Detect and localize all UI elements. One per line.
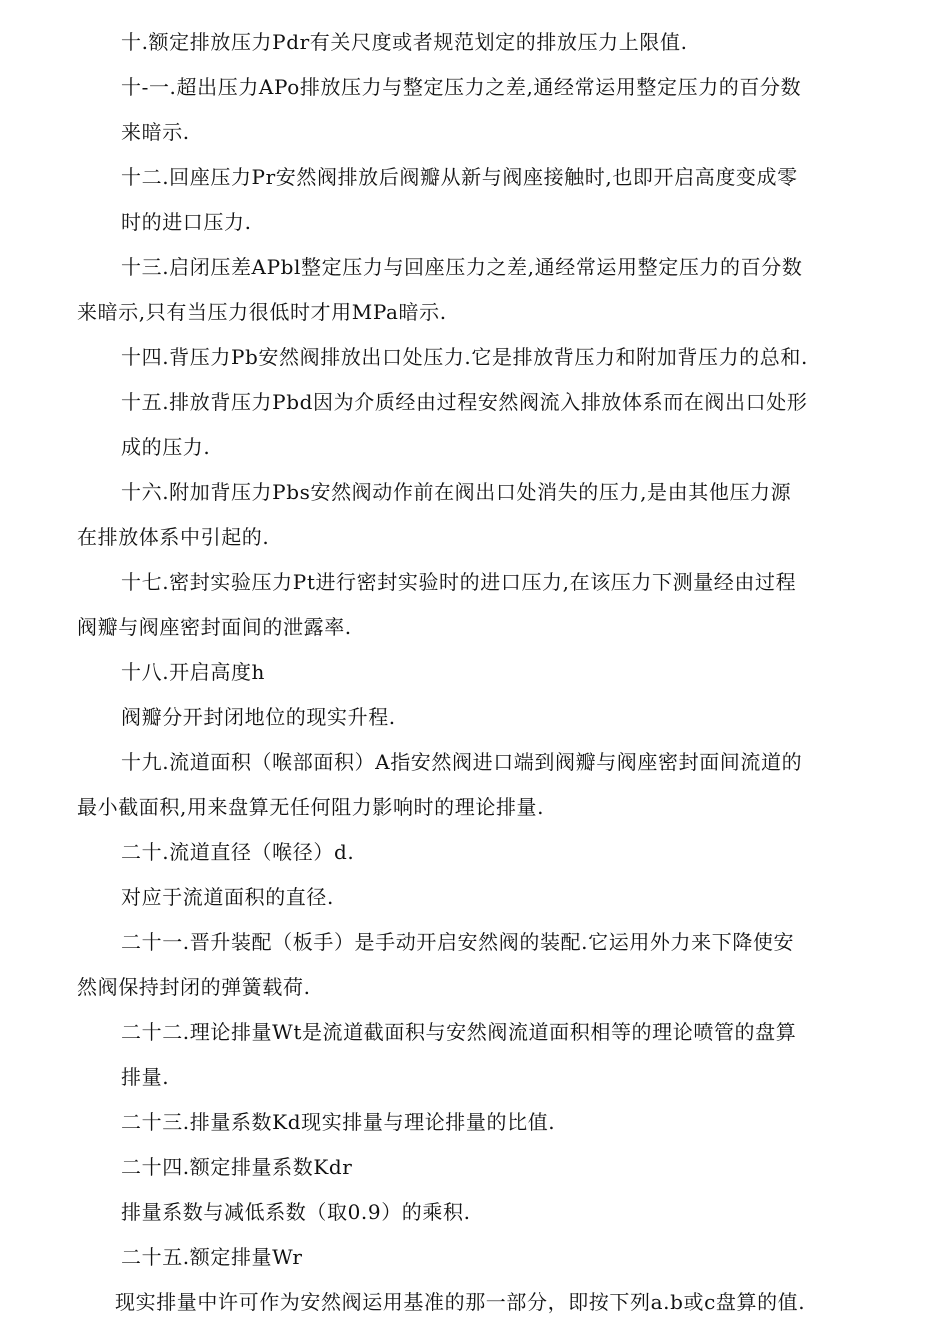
text-line: 阀瓣分开封闭地位的现实升程. [121, 705, 396, 729]
text-line: 现实排量中许可作为安然阀运用基准的那一部分，即按下列a.b或c盘算的值. [115, 1290, 806, 1314]
text-line: 二十三.排量系数Kd现实排量与理论排量的比值. [121, 1110, 556, 1134]
text-line: 阀瓣与阀座密封面间的泄露率. [77, 615, 352, 639]
text-line: 十七.密封实验压力Pt进行密封实验时的进口压力,在该压力下测量经由过程 [121, 570, 797, 594]
text-line: 排量系数与减低系数（取0.9）的乘积. [121, 1200, 471, 1224]
text-line: 二十.流道直径（喉径）d. [121, 840, 355, 864]
text-line: 二十二.理论排量Wt是流道截面积与安然阀流道面积相等的理论喷管的盘算 [121, 1020, 797, 1044]
text-line: 十二.回座压力Pr安然阀排放后阀瓣从新与阀座接触时,也即开启高度变成零 [121, 165, 798, 189]
text-line: 最小截面积,用来盘算无任何阻力影响时的理论排量. [77, 795, 545, 819]
text-line: 二十一.晋升装配（板手）是手动开启安然阀的装配.它运用外力来下降使安 [121, 930, 795, 954]
text-line: 十五.排放背压力Pbd因为介质经由过程安然阀流入排放体系而在阀出口处形 [121, 390, 808, 414]
text-line: 来暗示,只有当压力很低时才用MPa暗示. [77, 300, 447, 324]
text-line: 十.额定排放压力Pdr有关尺度或者规范划定的排放压力上限值. [121, 30, 688, 54]
text-line: 对应于流道面积的直径. [121, 885, 334, 909]
text-line: 在排放体系中引起的. [77, 525, 270, 549]
text-line: 来暗示. [121, 120, 190, 144]
text-line: 排量. [121, 1065, 170, 1089]
text-line: 十四.背压力Pb安然阀排放出口处压力.它是排放背压力和附加背压力的总和. [121, 345, 808, 369]
text-line: 十六.附加背压力Pbs安然阀动作前在阀出口处消失的压力,是由其他压力源 [121, 480, 792, 504]
text-line: 然阀保持封闭的弹簧载荷. [77, 975, 311, 999]
text-line: 二十五.额定排量Wr [121, 1245, 303, 1269]
text-line: 十九.流道面积（喉部面积）A指安然阀进口端到阀瓣与阀座密封面间流道的 [121, 750, 803, 774]
text-line: 成的压力. [121, 435, 211, 459]
text-line: 时的进口压力. [121, 210, 252, 234]
text-line: 二十四.额定排量系数Kdr [121, 1155, 353, 1179]
text-line: 十三.启闭压差APbl整定压力与回座压力之差,通经常运用整定压力的百分数 [121, 255, 803, 279]
text-line: 十-一.超出压力APo排放压力与整定压力之差,通经常运用整定压力的百分数 [121, 75, 802, 99]
text-line: 十八.开启高度h [121, 660, 266, 684]
